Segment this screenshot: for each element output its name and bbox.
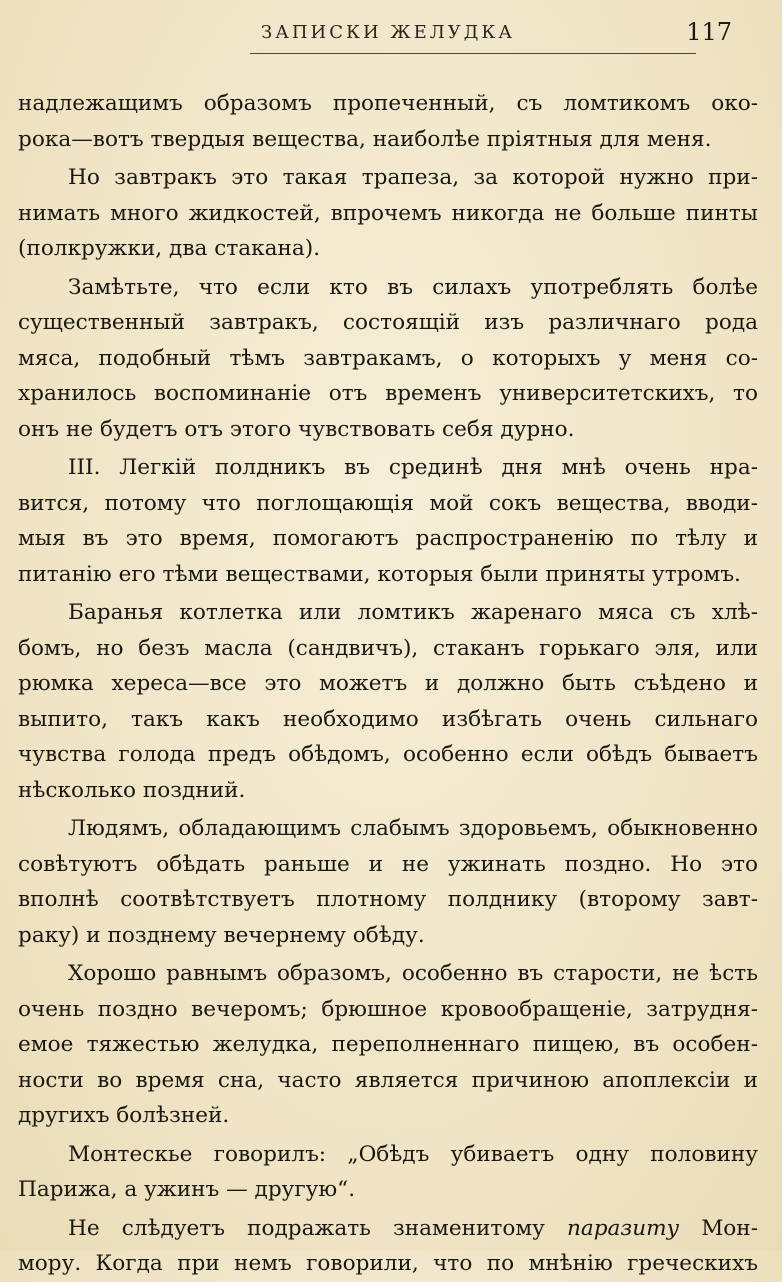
text-line (18, 992, 758, 1028)
text-line (18, 631, 758, 667)
line-text: вполнѣ соотвѣтствуетъ плотному полднику (второму завт- (18, 887, 758, 912)
line-text: рюмка хереса—все это можетъ и должно быть съѣдено и (18, 671, 758, 696)
text-line (18, 122, 758, 158)
line-text: Замѣтьте, что если кто въ силахъ употреблять болѣе (68, 274, 758, 300)
text-line (18, 412, 758, 448)
text-line (18, 376, 758, 412)
line-text: нимать много жидкостей, впрочемъ никогда не больше пинты (18, 200, 758, 226)
line-text: Хорошо равнымъ образомъ, особенно въ старости, не ѣсть (68, 961, 758, 986)
text-line (18, 86, 758, 122)
text-line (18, 231, 758, 267)
line-text: раку) и позднему вечернему обѣду. (18, 922, 425, 948)
line-text: ности во время сна, часто является причиною апоплексiи и (18, 1067, 758, 1093)
line-text: чувства голода предъ обѣдомъ, особенно если обѣдъ бываетъ (18, 742, 758, 767)
text-line (18, 956, 758, 992)
line-text: Парижа, а ужинъ — другую“. (18, 1177, 356, 1202)
text-line (18, 557, 758, 593)
line-text: мору. Когда при немъ говорили, что по мнѣнiю греческихъ (18, 1251, 758, 1276)
italic-word: паразиту (566, 1215, 680, 1241)
line-text-after: Мон- (679, 1215, 758, 1241)
line-text: питанiю его тѣми веществами, которыя были приняты утромъ. (18, 561, 741, 587)
text-line (18, 270, 758, 306)
line-text: хранилось воспоминанiе отъ временъ университетскихъ, то (18, 381, 758, 406)
text-line (18, 486, 758, 522)
text-line (18, 521, 758, 557)
line-text: Баранья котлетка или ломтикъ жаренаго мяса съ хлѣ- (68, 600, 758, 625)
line-text: онъ не будетъ отъ этого чувствовать себя дурно. (18, 416, 575, 442)
text-line (18, 882, 758, 918)
text-line (18, 1246, 758, 1282)
line-text: выпито, такъ какъ необходимо избѣгать очень сильнаго (18, 706, 758, 732)
text-line (18, 1027, 758, 1063)
text-line (18, 773, 758, 809)
running-head (18, 0, 758, 62)
line-text: бомъ, но безъ масла (сандвичъ), стаканъ горькаго эля, или (18, 635, 758, 661)
text-line (18, 160, 758, 196)
text-line (18, 666, 758, 702)
line-text: Но завтракъ это такая трапеза, за которой нужно при- (68, 165, 758, 190)
line-text: рока—вотъ твердыя вещества, наиболѣе прiятныя для меня. (18, 126, 712, 152)
header-rule (250, 53, 696, 54)
line-text: существенный завтракъ, состоящiй изъ различнаго рода (18, 310, 758, 335)
text-line (18, 1063, 758, 1099)
line-text: очень поздно вечеромъ; брюшное кровообращенiе, затрудня- (18, 996, 758, 1022)
text-line (18, 1098, 758, 1134)
line-text: емое тяжестью желудка, переполненнаго пищею, въ особен- (18, 1032, 758, 1057)
line-text: Людямъ, обладающимъ слабымъ здоровьемъ, обыкновенно (68, 816, 758, 841)
text-line (18, 1211, 758, 1247)
line-text: III. Легкiй полдникъ въ срединѣ дня мнѣ очень нра- (68, 455, 758, 480)
text-line (18, 737, 758, 773)
text-line (18, 811, 758, 847)
text-line (18, 1137, 758, 1173)
text-line (18, 305, 758, 341)
text-line (18, 702, 758, 738)
page-number: 117 (686, 18, 732, 46)
line-text: другихъ болѣзней. (18, 1103, 230, 1128)
text-line (18, 341, 758, 377)
text-line (18, 847, 758, 883)
line-text: мяса, подобный тѣмъ завтракамъ, о которыхъ у меня со- (18, 345, 758, 371)
line-text: мыя въ это время, помогаютъ распространенiю по тѣлу и (18, 526, 758, 551)
text-line (18, 196, 758, 232)
line-text: Не слѣдуетъ подражать знаменитому (68, 1215, 567, 1241)
body-text (18, 86, 758, 1282)
line-text: надлежащимъ образомъ пропеченный, съ ломтикомъ око- (18, 91, 758, 116)
line-text: нѣсколько поздний. (18, 777, 246, 803)
text-line (18, 595, 758, 631)
running-title: ЗАПИСКИ ЖЕЛУДКА (261, 22, 515, 43)
line-text: вится, потому что поглощающiя мой сокъ вещества, вводи- (18, 490, 758, 516)
text-line (18, 1172, 758, 1208)
text-line (18, 918, 758, 954)
line-text: (полкружки, два стакана). (18, 236, 321, 261)
text-line (18, 450, 758, 486)
line-text: Монтескье говорилъ: „Обѣдъ убиваетъ одну половину (68, 1141, 758, 1167)
line-text: совѣтуютъ обѣдать раньше и не ужинать поздно. Но это (18, 851, 758, 877)
